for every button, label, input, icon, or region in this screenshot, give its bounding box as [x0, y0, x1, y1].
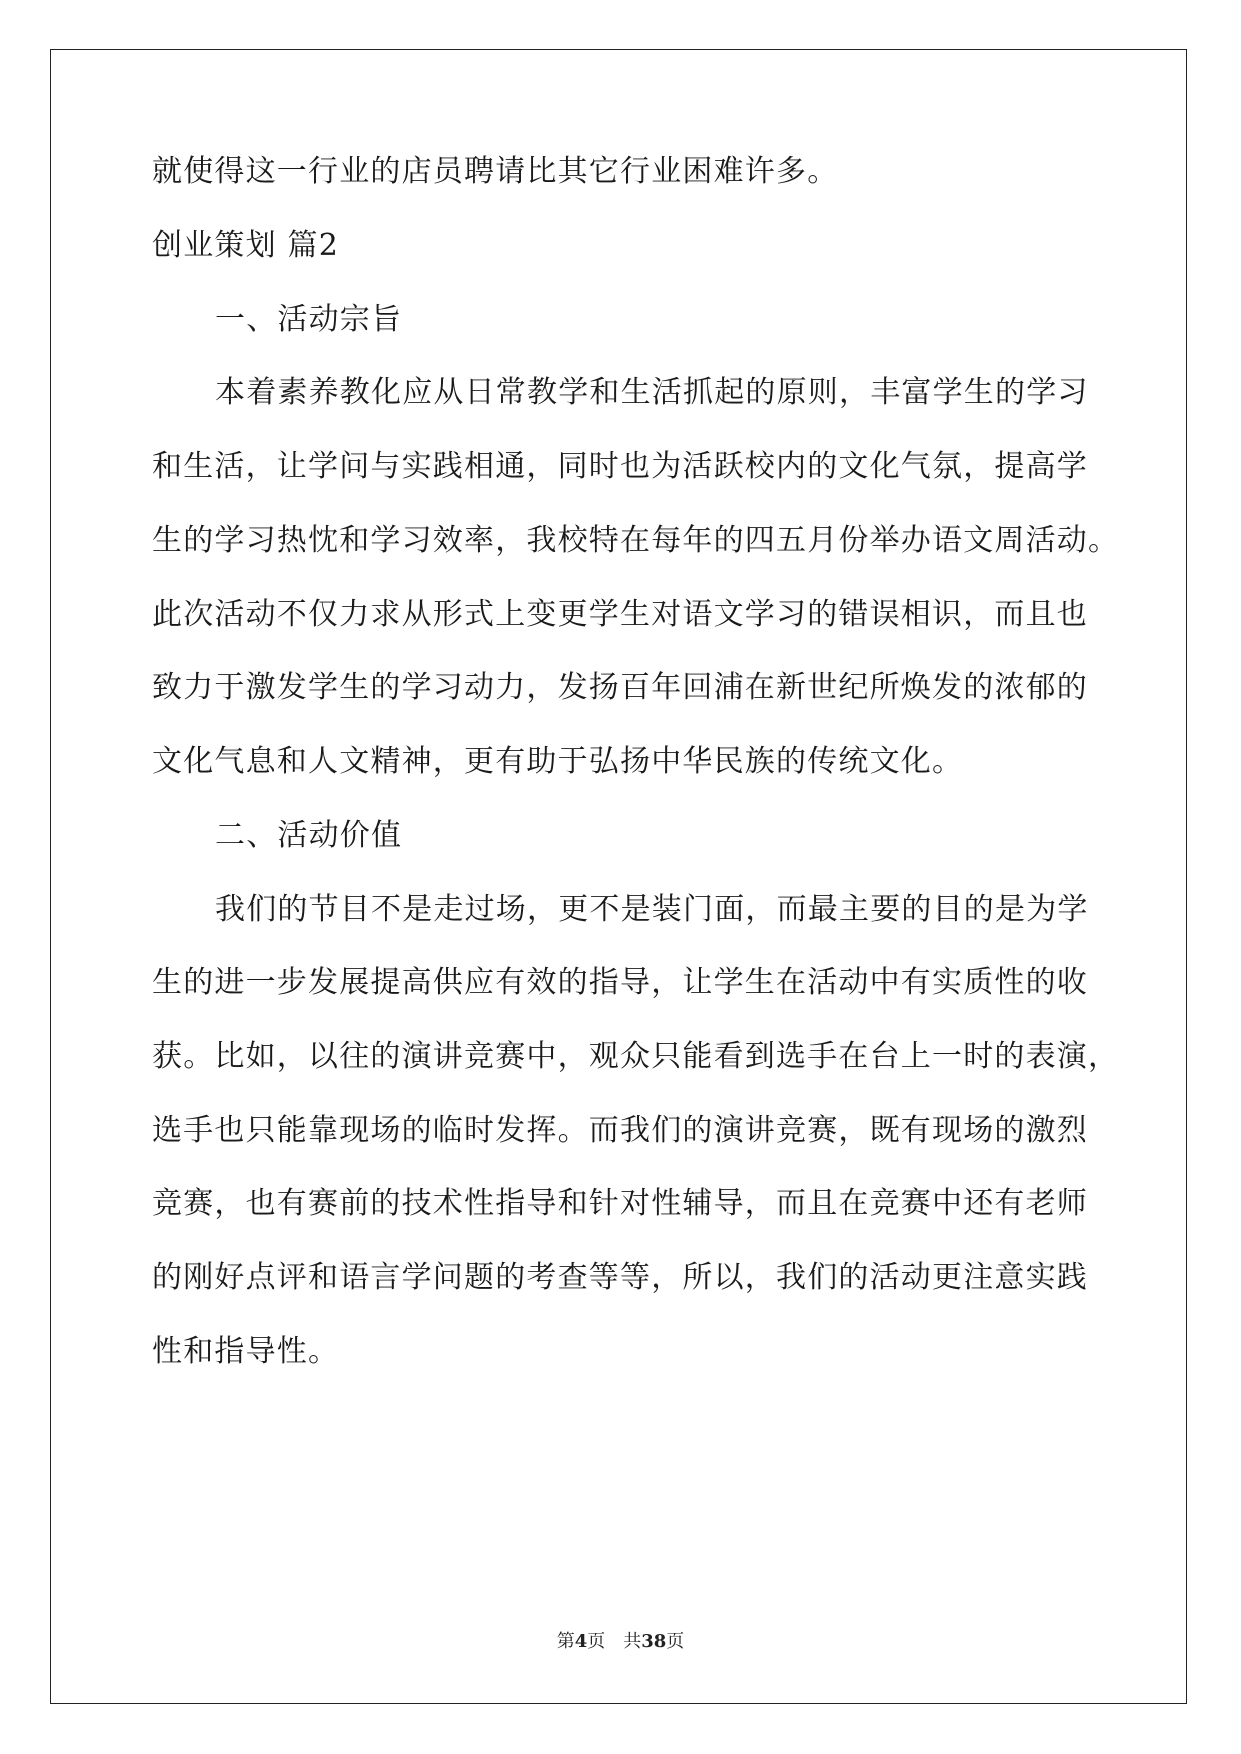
current-page-number: 4	[574, 1631, 588, 1652]
subsection-heading: 一、活动宗旨	[215, 302, 403, 337]
body-line: 文化气息和人文精神，更有助于弘扬中华民族的传统文化。	[152, 744, 964, 779]
page-border	[50, 49, 1187, 1704]
footer-prefix: 第	[556, 1631, 575, 1652]
body-line: 性和指导性。	[152, 1334, 340, 1369]
body-line: 和生活，让学问与实践相通，同时也为活跃校内的文化气氛，提高学	[152, 449, 1088, 484]
body-line: 生的学习热忱和学习效率，我校特在每年的四五月份举办语文周活动。	[152, 523, 1120, 558]
footer-total-unit: 页	[666, 1631, 685, 1652]
subsection-heading: 二、活动价值	[215, 818, 403, 853]
body-line: 此次活动不仅力求从形式上变更学生对语文学习的错误相识，而且也	[152, 597, 1088, 632]
page-footer	[0, 1630, 1241, 1654]
section-heading: 创业策划 篇2	[152, 228, 340, 263]
body-line: 致力于激发学生的学习动力，发扬百年回浦在新世纪所焕发的浓郁的	[152, 670, 1088, 705]
body-line: 就使得这一行业的店员聘请比其它行业困难许多。	[152, 154, 839, 189]
body-line: 我们的节目不是走过场，更不是装门面，而最主要的目的是为学	[215, 892, 1089, 927]
body-line: 获。比如，以往的演讲竞赛中，观众只能看到选手在台上一时的表演，	[152, 1039, 1120, 1074]
total-page-count: 38	[641, 1631, 667, 1652]
body-line: 选手也只能靠现场的临时发挥。而我们的演讲竞赛，既有现场的激烈	[152, 1113, 1088, 1148]
footer-page-unit: 页	[587, 1631, 606, 1652]
body-line: 的刚好点评和语言学问题的考查等等，所以，我们的活动更注意实践	[152, 1260, 1088, 1295]
footer-total-prefix: 共	[623, 1631, 642, 1652]
body-line: 本着素养教化应从日常教学和生活抓起的原则，丰富学生的学习	[215, 375, 1089, 410]
body-line: 生的进一步发展提高供应有效的指导，让学生在活动中有实质性的收	[152, 965, 1088, 1000]
body-line: 竞赛，也有赛前的技术性指导和针对性辅导，而且在竞赛中还有老师	[152, 1186, 1088, 1221]
